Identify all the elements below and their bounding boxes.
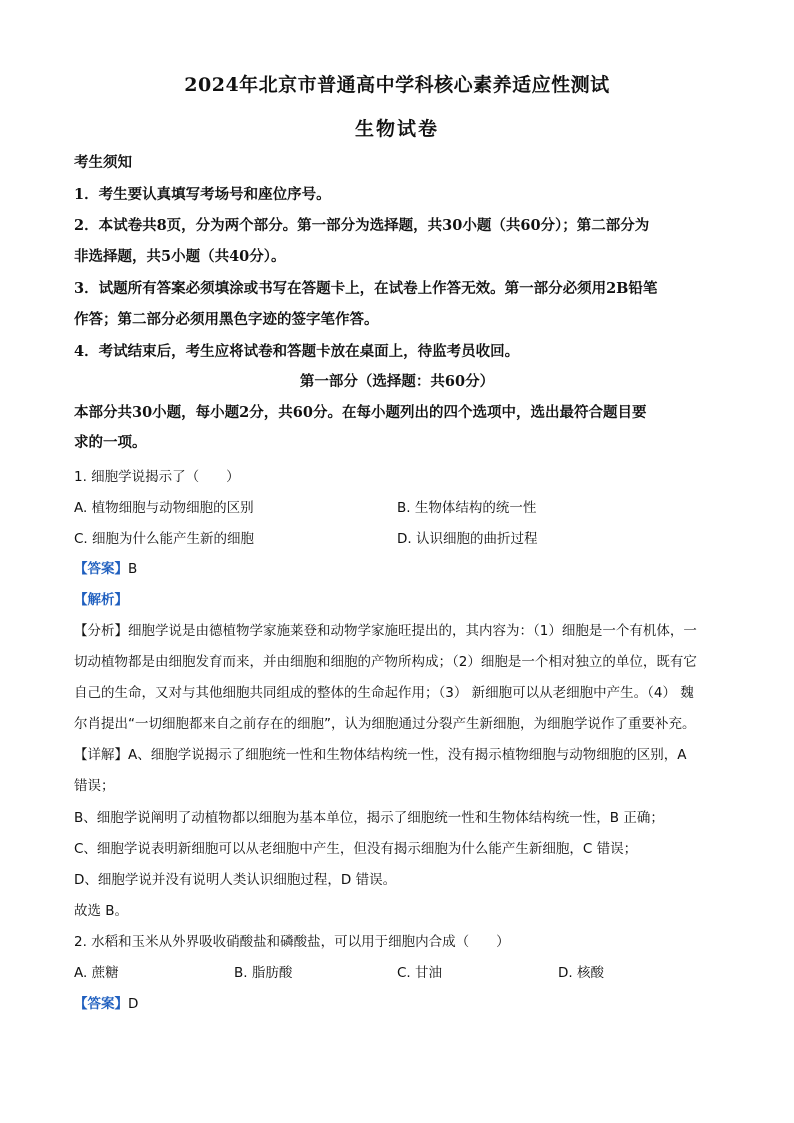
q1-option-d: D. 认识细胞的曲折过程 <box>397 531 538 547</box>
q1-option-c: C. 细胞为什么能产生新的细胞 <box>74 531 255 547</box>
exam-subtitle: 生物试卷 <box>354 118 439 140</box>
q1-xiangjie-line-2: 错误； <box>74 778 115 794</box>
part1-intro-line-2: 求的一项。 <box>74 434 147 451</box>
q2-option-d: D. 核酸 <box>558 965 604 981</box>
q1-xiangjie-text-1: A、细胞学说揭示了细胞统一性和生物体结构统一性，没有揭示植物细胞与动物细胞的区别，A <box>128 747 687 763</box>
q1-xiangjie-line-1 <box>74 743 686 763</box>
q2-option-c: C. 甘油 <box>397 965 443 981</box>
part1-heading: 第一部分（选择题：共60分） <box>299 373 495 390</box>
q1-option-b: B. 生物体结构的统一性 <box>397 500 537 516</box>
q1-conclusion: 故选 B。 <box>74 903 129 919</box>
q1-fenxi-text-1: 细胞学说是由德植物学家施莱登和动物学家施旺提出的，其内容为：（1）细胞是一个有机体，一 <box>128 623 697 639</box>
q1-fenxi-line-4: 尔肖提出“一切细胞都来自之前存在的细胞”，认为细胞通过分裂产生新细胞，为细胞学说作了重要补充。 <box>74 716 696 732</box>
notice-item-1: 1．考生要认真填写考场号和座位序号。 <box>74 186 331 203</box>
q1-xiangjie-line-5: D、细胞学说并没有说明人类认识细胞过程，D 错误。 <box>74 872 397 888</box>
q2-option-a: A. 蔗糖 <box>74 965 119 981</box>
notice-item-4: 4．考试结束后，考生应将试卷和答题卡放在桌面上，待监考员收回。 <box>74 343 520 360</box>
q1-stem: 1. 细胞学说揭示了（ ） <box>74 469 240 485</box>
q1-answer-line <box>74 557 137 577</box>
q1-fenxi-line-3: 自己的生命，又对与其他细胞共同组成的整体的生命起作用；（3） 新细胞可以从老细胞中产生。（4） 魏 <box>74 685 694 701</box>
exam-title: 2024年北京市普通高中学科核心素养适应性测试 <box>184 74 610 96</box>
notice-item-2-line-2: 非选择题，共5小题（共40分）。 <box>74 248 286 265</box>
notice-heading: 考生须知 <box>74 154 132 171</box>
q1-xiangjie-tag: 【详解】 <box>74 747 128 763</box>
q1-xiangjie-line-3: B、细胞学说阐明了动植物都以细胞为基本单位，揭示了细胞统一性和生物体结构统一性，B 正确； <box>74 810 664 826</box>
q1-answer-tag: 【答案】 <box>74 561 128 577</box>
q1-fenxi-line-1 <box>74 619 697 639</box>
part1-intro-line-1: 本部分共30小题，每小题2分，共60分。在每小题列出的四个选项中，选出最符合题目要 <box>74 404 647 421</box>
q1-xiangjie-line-4: C、细胞学说表明新细胞可以从老细胞中产生，但没有揭示细胞为什么能产生新细胞，C 错误； <box>74 841 638 857</box>
q2-stem: 2. 水稻和玉米从外界吸收硝酸盐和磷酸盐，可以用于细胞内合成（ ） <box>74 934 510 950</box>
q2-answer-tag: 【答案】 <box>74 996 128 1012</box>
q1-fenxi-tag: 【分析】 <box>74 623 128 639</box>
q1-fenxi-line-2: 切动植物都是由细胞发育而来，并由细胞和细胞的产物所构成；（2）细胞是一个相对独立的单位，既有它 <box>74 654 697 670</box>
q2-answer: D <box>128 996 139 1012</box>
q2-option-b: B. 脂肪酸 <box>234 965 293 981</box>
q1-analysis-tag-line <box>74 588 128 608</box>
notice-item-2-line-1: 2．本试卷共8页，分为两个部分。第一部分为选择题，共30小题（共60分）；第二部分为 <box>74 217 650 234</box>
notice-item-3-line-2: 作答；第二部分必须用黑色字迹的签字笔作答。 <box>74 311 379 328</box>
notice-item-3-line-1: 3．试题所有答案必须填涂或书写在答题卡上，在试卷上作答无效。第一部分必须用2B铅笔 <box>74 280 658 297</box>
q2-answer-line <box>74 992 138 1012</box>
q1-answer: B <box>128 561 138 577</box>
q1-option-a: A. 植物细胞与动物细胞的区别 <box>74 500 254 516</box>
q1-analysis-tag: 【解析】 <box>74 592 128 608</box>
